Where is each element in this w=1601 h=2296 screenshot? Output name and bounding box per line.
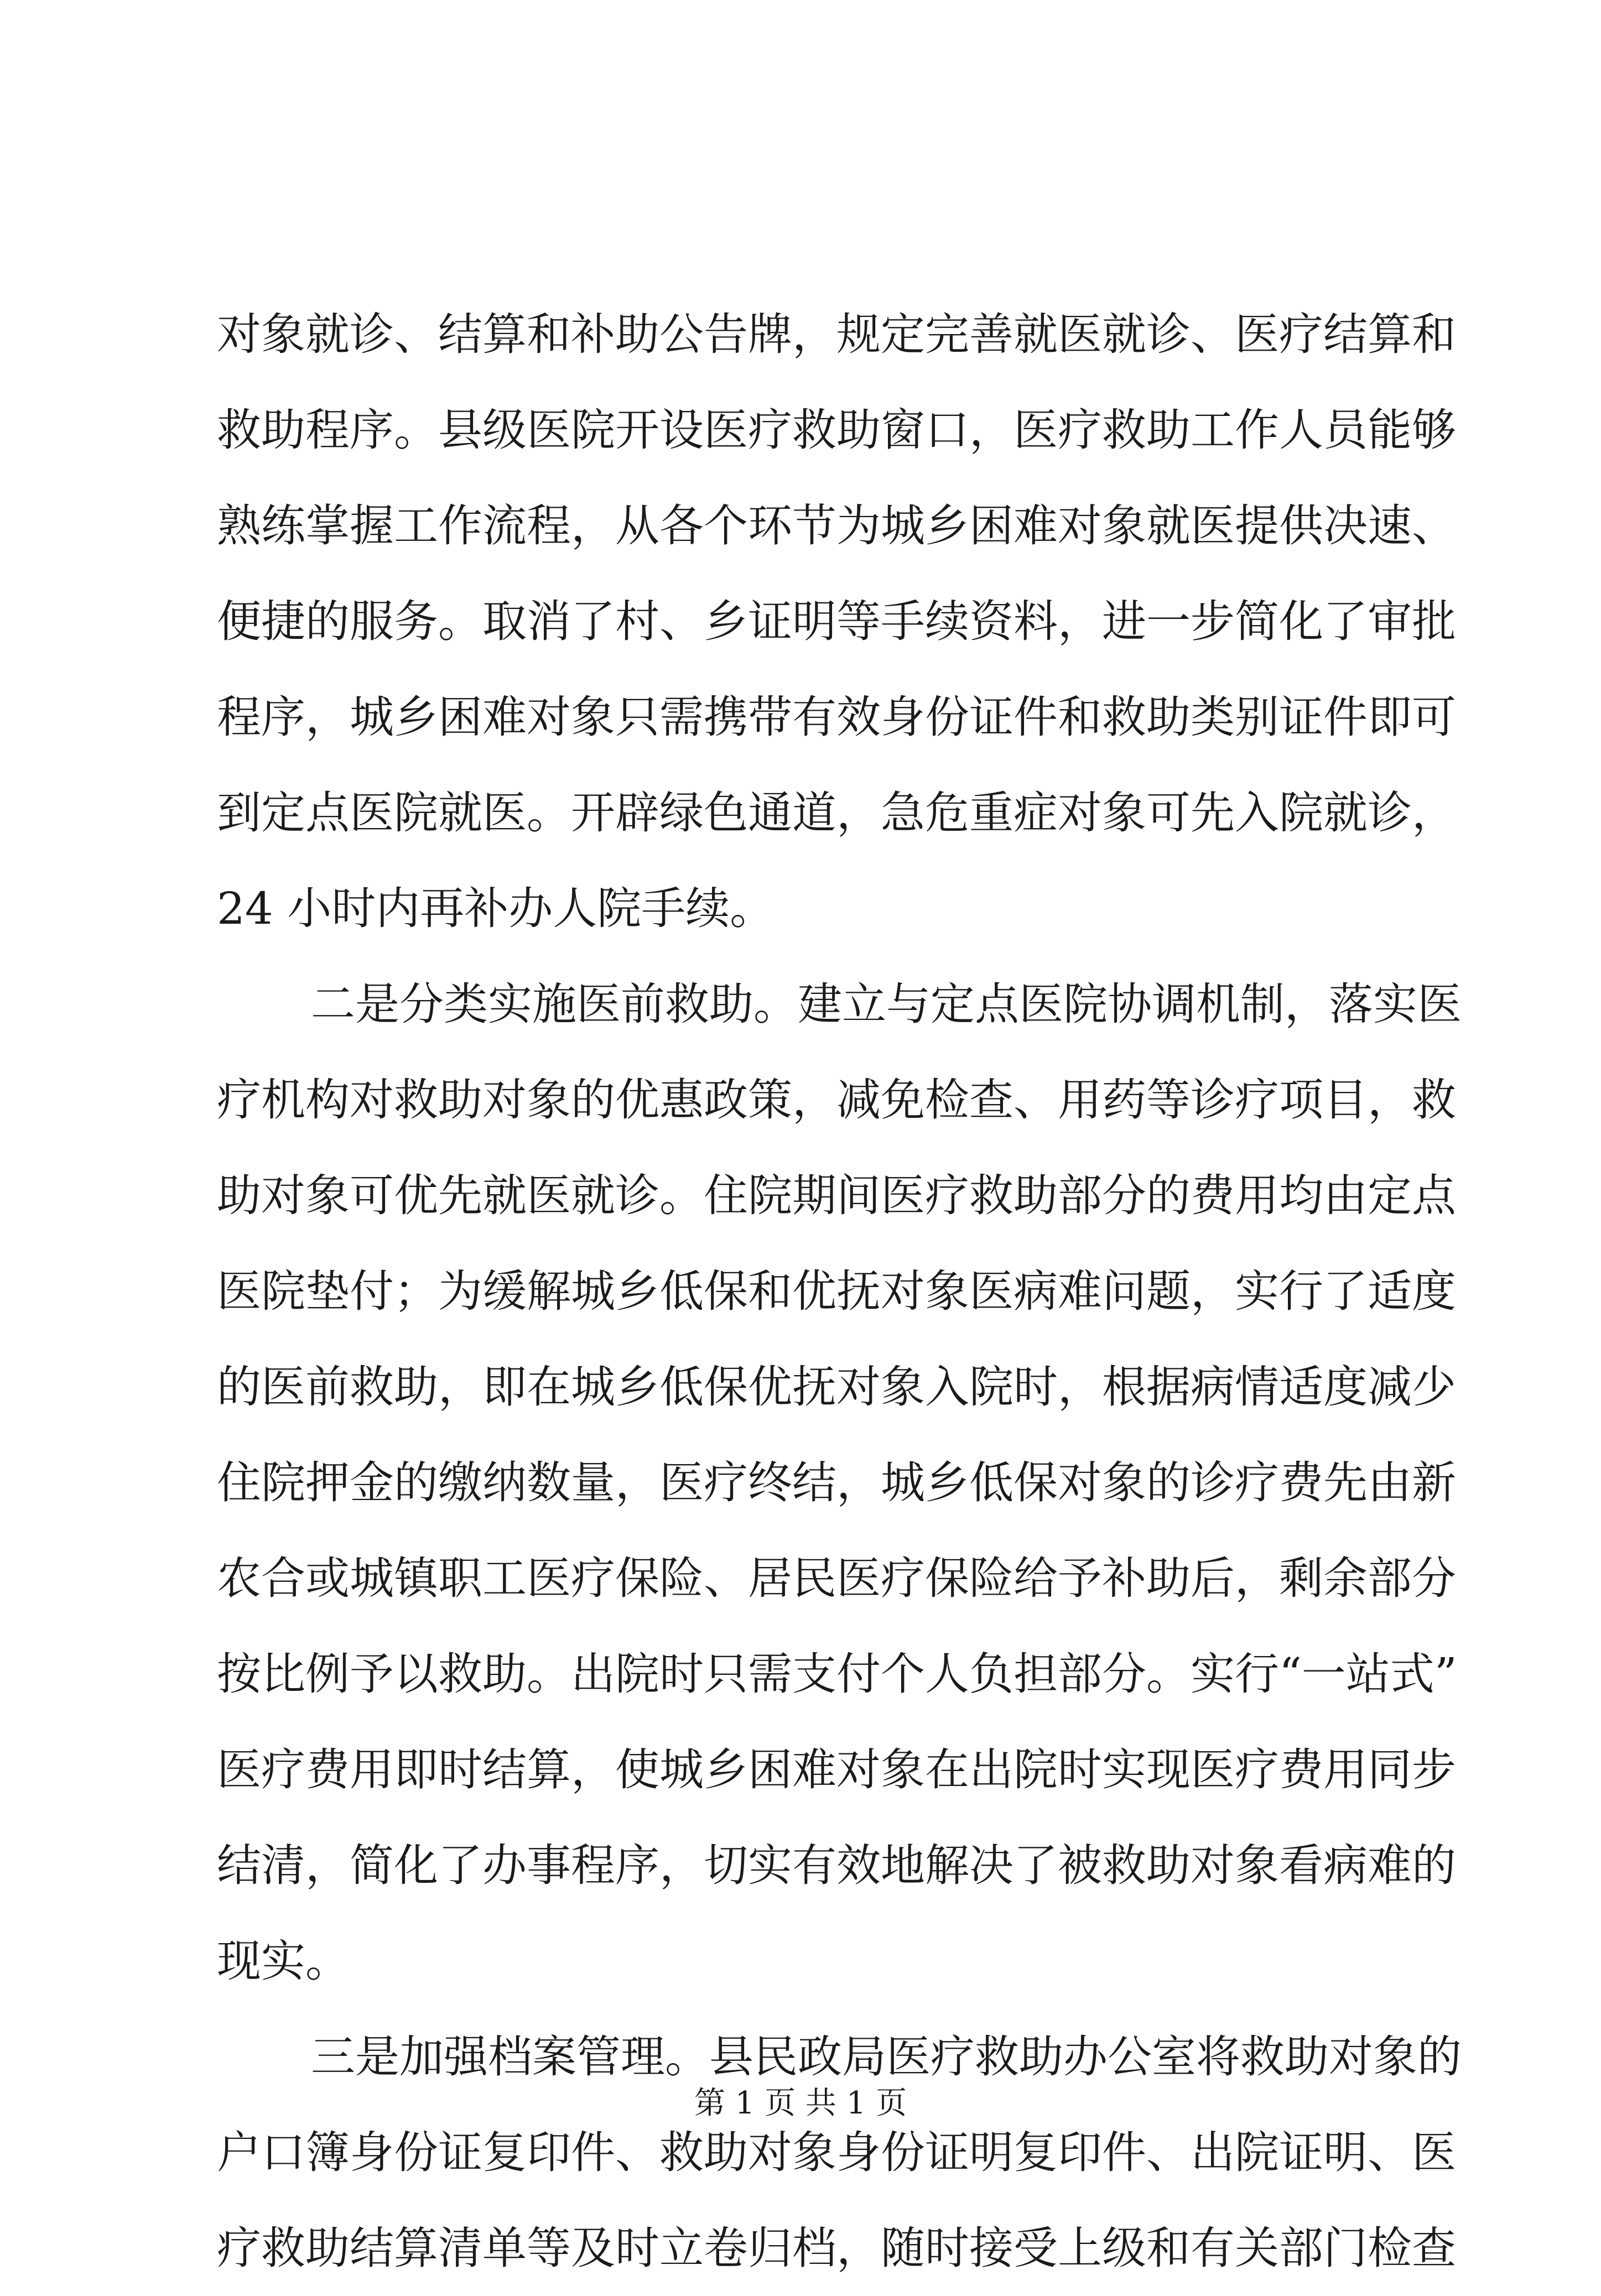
text-line: 24 小时内再补办人院手续。 [217, 883, 774, 934]
text-line: 熟练掌握工作流程，从各个环节为城乡困难对象就医提供决速、 [217, 500, 1456, 551]
text-line: 户口簿身份证复印件、救助对象身份证明复印件、出院证明、医 [217, 2127, 1456, 2178]
text-line: 住院押金的缴纳数量，医疗终结，城乡低保对象的诊疗费先由新 [217, 1457, 1456, 1508]
page-number-footer: 第 1 页 共 1 页 [694, 2085, 907, 2121]
text-line: 到定点医院就医。开辟绿色通道，急危重症对象可先入院就诊， [217, 787, 1456, 839]
text-line: 结清，简化了办事程序，切实有效地解决了被救助对象看病难的 [217, 1840, 1456, 1891]
text-line: 农合或城镇职工医疗保险、居民医疗保险给予补助后，剩余部分 [217, 1553, 1456, 1604]
text-line: 二是分类实施医前救助。建立与定点医院协调机制，落实医 [311, 978, 1462, 1030]
text-line: 三是加强档案管理。县民政局医疗救助办公室将救助对象的 [311, 2031, 1462, 2082]
text-line: 疗机构对救助对象的优惠政策，减免检查、用药等诊疗项目，救 [217, 1074, 1456, 1126]
text-line: 程序，城乡困难对象只需携带有效身份证件和救助类别证件即可 [217, 691, 1456, 743]
text-line: 便捷的服务。取消了村、乡证明等手续资料，进一步简化了审批 [217, 596, 1456, 647]
text-line: 医院垫付；为缓解城乡低保和优抚对象医病难问题，实行了适度 [217, 1266, 1456, 1317]
body-text [217, 287, 1462, 2296]
text-line: 医疗费用即时结算，使城乡困难对象在出院时实现医疗费用同步 [217, 1744, 1456, 1795]
text-line: 疗救助结算清单等及时立卷归档，随时接受上级和有关部门检查 [217, 2222, 1456, 2274]
text-line: 对象就诊、结算和补助公告牌，规定完善就医就诊、医疗结算和 [217, 309, 1456, 360]
text-line: 助对象可优先就医就诊。住院期间医疗救助部分的费用均由定点 [217, 1170, 1456, 1221]
text-line: 的医前救助，即在城乡低保优抚对象入院时，根据病情适度减少 [217, 1361, 1456, 1413]
text-line: 救助程序。县级医院开设医疗救助窗口，医疗救助工作人员能够 [217, 404, 1456, 456]
text-line: 现实。 [217, 1935, 350, 1987]
text-line: 按比例予以救助。出院时只需支付个人负担部分。实行“一站式” [217, 1648, 1457, 1700]
